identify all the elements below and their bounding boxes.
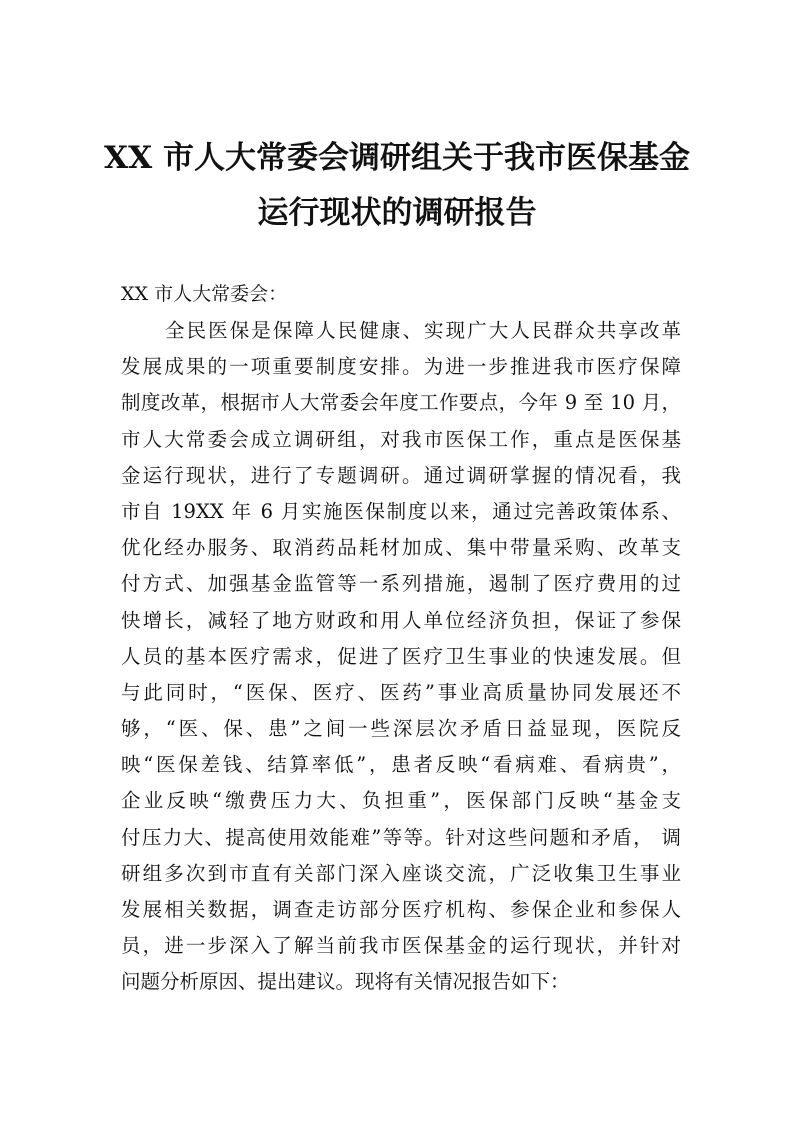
paragraph-line: 金运行现状，进行了专题调研。通过调研掌握的情况看，我 xyxy=(121,463,681,487)
paragraph-line: 映“医保差钱、结算率低”，患者反映“看病难、看病贵”， xyxy=(121,753,681,777)
paragraph-line: 快增长，减轻了地方财政和用人单位经济负担，保证了参保 xyxy=(121,608,681,632)
paragraph-line: 够，“医、保、患”之间一些深层次矛盾日益显现，医院反 xyxy=(121,717,681,741)
paragraph-line: 市自 19XX 年 6 月实施医保制度以来，通过完善政策体系、 xyxy=(121,499,681,523)
paragraph-line: 发展成果的一项重要制度安排。为进一步推进我市医疗保障 xyxy=(121,355,681,379)
paragraph-line: 问题分析原因、提出建议。现将有关情况报告如下： xyxy=(121,970,570,994)
paragraph-line: 发展相关数据，调查走访部分医疗机构、参保企业和参保人 xyxy=(121,898,681,921)
report-title-line-2: 运行现状的调研报告 xyxy=(257,195,537,231)
paragraph-line: 员，进一步深入了解当前我市医保基金的运行现状，并针对 xyxy=(121,934,681,958)
body-paragraph xyxy=(121,313,681,1001)
paragraph-line: 人员的基本医疗需求，促进了医疗卫生事业的快速发展。但 xyxy=(121,644,681,668)
paragraph-line: 与此同时，“医保、医疗、医药”事业高质量协同发展还不 xyxy=(121,680,681,704)
paragraph-line: 市人大常委会成立调研组，对我市医保工作，重点是医保基 xyxy=(121,427,681,451)
paragraph-line: 优化经办服务、取消药品耗材加成、集中带量采购、改革支 xyxy=(121,536,681,560)
report-title-line-1: XX 市人大常委会调研组关于我市医保基金 xyxy=(104,140,690,176)
paragraph-line: 全民医保是保障人民健康、实现广大人民群众共享改革 xyxy=(165,319,681,342)
salutation: XX 市人大常委会： xyxy=(121,283,288,305)
paragraph-line: 制度改革，根据市人大常委会年度工作要点，今年 9 至 10 月， xyxy=(121,391,681,415)
paragraph-line: 付方式、加强基金监管等一系列措施，遏制了医疗费用的过 xyxy=(121,572,681,596)
paragraph-line: 付压力大、提高使用效能难”等等。针对这些问题和矛盾， 调 xyxy=(121,825,681,849)
paragraph-line: 企业反映“缴费压力大、负担重”，医保部门反映“基金支 xyxy=(121,789,681,813)
paragraph-line: 研组多次到市直有关部门深入座谈交流，广泛收集卫生事业 xyxy=(121,861,681,885)
